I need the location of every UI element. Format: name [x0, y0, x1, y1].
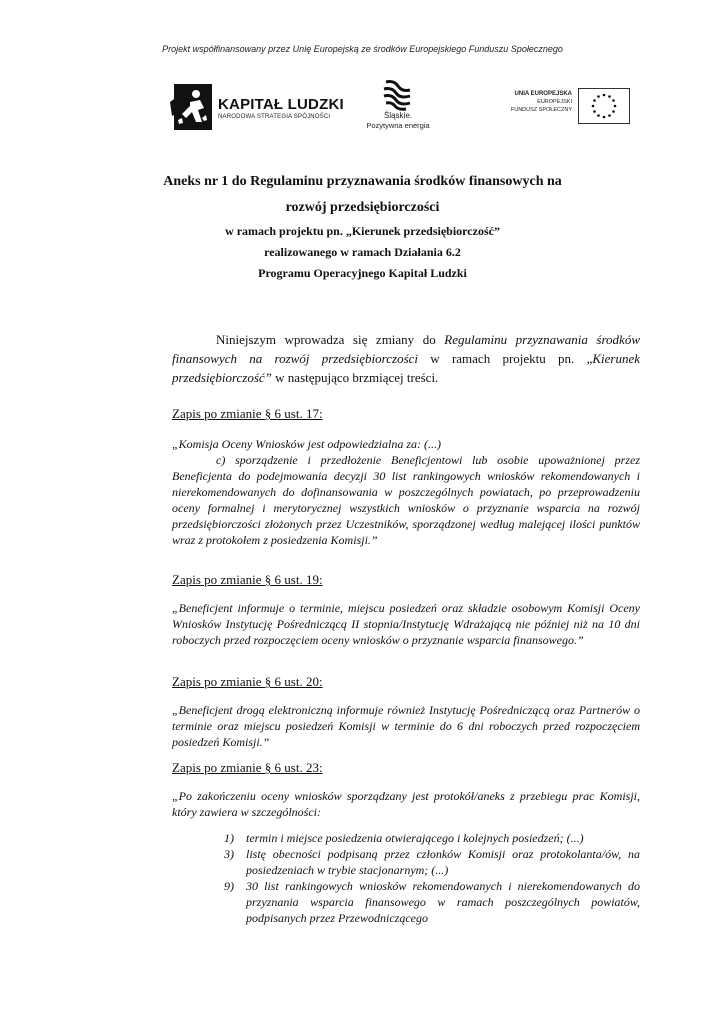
list-item-text: 30 list rankingowych wniosków rekomendowanych i nierekomendowanych do przyznania wsparcia finansowego w ramach poszczególnych powiatów, podpisanych przez Przewodniczącego: [246, 879, 640, 925]
eu-flag-icon: [578, 88, 630, 124]
section-heading-17: Zapis po zmianie § 6 ust. 17:: [172, 406, 323, 421]
document-title-line1: Aneks nr 1 do Regulaminu przyznawania środków finansowych na: [163, 174, 562, 189]
intro-italic-1: Regulaminu przyznawania środków finansowych na rozwój przedsiębiorczości: [172, 332, 640, 366]
ue-line3: FUNDUSZ SPOŁECZNY: [510, 107, 572, 113]
section-text-19: „Beneficjent informuje o terminie, miejscu posiedzeń oraz składzie osobowym Komisji Oceny Wniosków Instytucję Pośredniczącą II stopnia/Instytucję Wdrażającą nie później niż na 10 dni roboczych przed rozpoczęciem oceny wniosków o przyznanie wsparcia finansowego.”: [172, 601, 640, 647]
protocol-contents-list: [224, 830, 640, 926]
ue-text: [511, 90, 572, 114]
intro-italic-2: Kierunek przedsiębiorczość”: [172, 351, 641, 385]
slaskie-waves-icon: [362, 78, 434, 112]
slaskie-name: Śląskie.: [383, 111, 412, 120]
slaskie-tagline: Pozytywna energia: [366, 121, 430, 130]
list-item: [224, 830, 640, 846]
intro-text-3: w następująco brzmiącej treści.: [271, 370, 439, 385]
document-title-line3: w ramach projektu pn. „Kierunek przedsiębiorczość”: [225, 224, 500, 238]
section-heading-19: Zapis po zmianie § 6 ust. 19:: [172, 572, 323, 587]
document-title-line2: rozwój przedsiębiorczości: [285, 200, 440, 215]
intro-paragraph: [172, 330, 640, 387]
kapital-ludzki-title: KAPITAŁ LUDZKI: [218, 96, 344, 113]
ue-line1: UNIA EUROPEJSKA: [514, 91, 572, 97]
list-item-number: 1): [224, 831, 234, 845]
document-title-line5: Programu Operacyjnego Kapitał Ludzki: [258, 266, 467, 280]
section-17-line1: „Komisja Oceny Wniosków jest odpowiedzialna za: (...): [172, 437, 441, 451]
list-item-text: termin i miejsce posiedzenia otwierającego i kolejnych posiedzeń; (...): [246, 831, 584, 845]
intro-text-1: Niniejszym wprowadza się zmiany do: [216, 332, 445, 347]
kapital-ludzki-subtitle: NARODOWA STRATEGIA SPÓJNOŚCI: [218, 114, 331, 120]
list-item: [224, 878, 640, 926]
ue-logo: [500, 88, 630, 124]
intro-text-2: w ramach projektu pn. „: [418, 351, 593, 366]
section-heading-20: Zapis po zmianie § 6 ust. 20:: [172, 674, 323, 689]
section-text-20: „Beneficjent drogą elektroniczną informuje również Instytucję Pośredniczącą oraz Partnerów o terminie oraz miejscu posiedzeń Komisji w terminie do 6 dni roboczych przed rozpoczęciem posiedzeń Komisji.”: [172, 703, 640, 749]
section-text-23: „Po zakończeniu oceny wniosków sporządzany jest protokół/aneks z przebiegu prac Komisji, który zawiera w szczególności:: [172, 789, 640, 819]
list-item: [224, 846, 640, 878]
ue-line2: EUROPEJSKI: [537, 99, 572, 105]
section-text-17: [172, 436, 640, 548]
section-heading-23: Zapis po zmianie § 6 ust. 23:: [172, 760, 323, 775]
kapital-ludzki-logo: [170, 82, 345, 132]
slaskie-logo: [362, 78, 442, 134]
list-item-text: listę obecności podpisaną przez członków Komisji oraz protokolanta/ów, na posiedzeniach w trybie stacjonarnym; (...): [246, 847, 640, 877]
project-funding-line: Projekt współfinansowany przez Unię Europejską ze środków Europejskiego Funduszu Społecznego: [162, 44, 563, 54]
kapital-ludzki-emblem-icon: [170, 82, 214, 132]
section-17-line2: c) sporządzenie i przedłożenie Beneficjentowi lub osobie upoważnionej przez Beneficjenta do podejmowania decyzji 30 list rankingowych wniosków rekomendowanych i nierekomendowanych do dofinansowania w poszczególnych powiatach, po przeprowadzeniu oceny formalnej i merytorycznej wszystkich wniosków o przyznanie wsparcia na rozwój przedsiębiorczości złożonych przez Uczestników, sporządzonej według malejącej ilości punktów wraz z protokołem z posiedzenia Komisji.”: [172, 453, 640, 547]
list-item-number: 3): [224, 847, 234, 861]
document-title-line4: realizowanego w ramach Działania 6.2: [264, 245, 461, 259]
list-item-number: 9): [224, 879, 234, 893]
